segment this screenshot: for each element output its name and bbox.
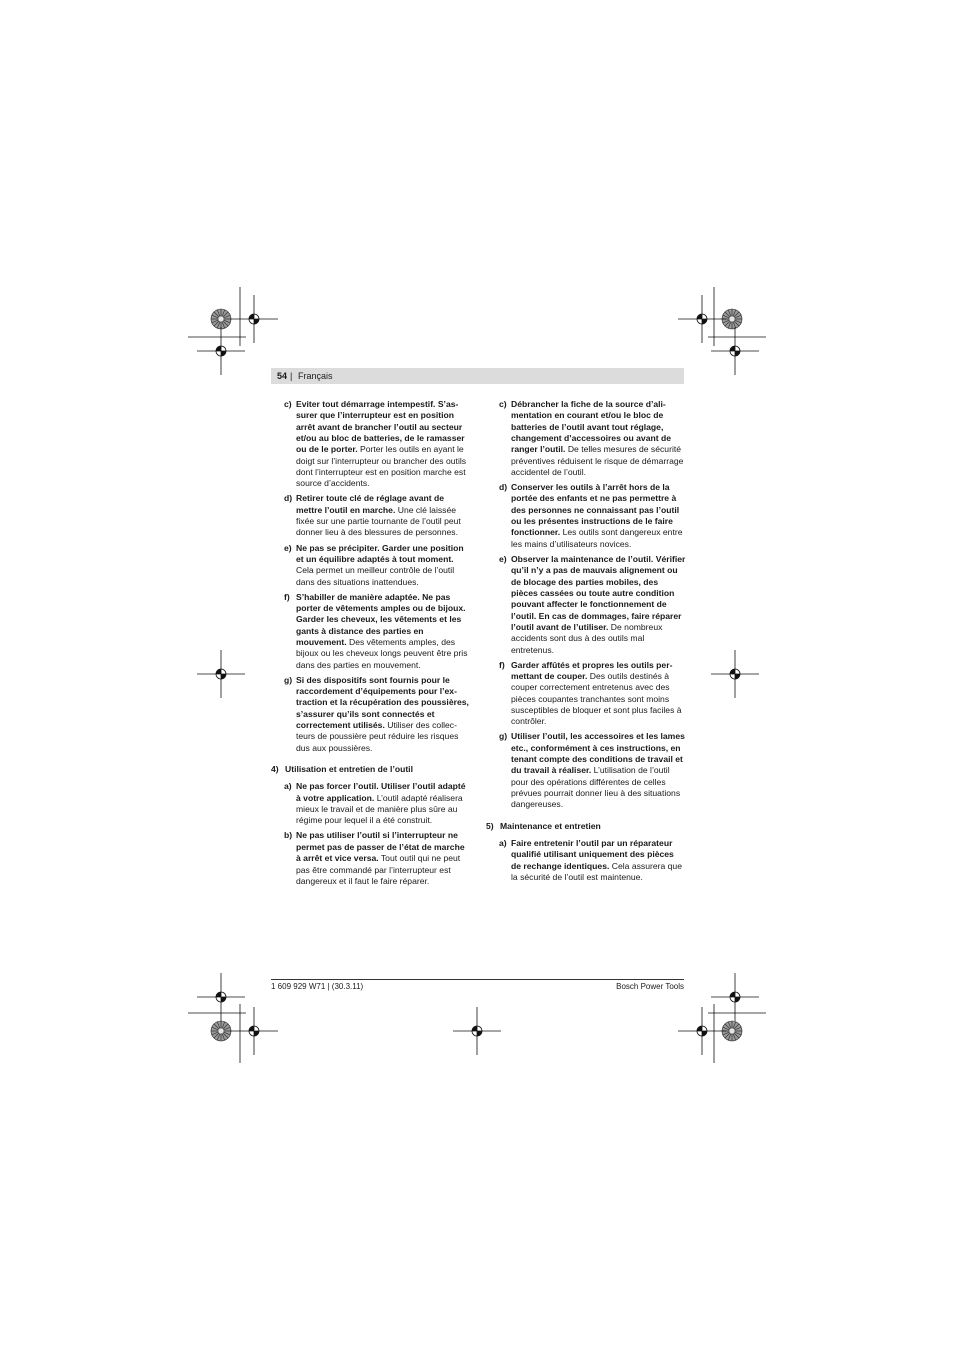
target-mark <box>453 1007 501 1055</box>
item-instruction: Ne pas forcer l’outil. Utiliser l’outil adapté à votre application. <box>296 781 466 803</box>
target-mark <box>711 973 759 1021</box>
target-mark <box>678 1007 726 1055</box>
section-number: 5) <box>486 820 494 831</box>
target-mark <box>230 295 278 343</box>
item-explanation: Cela permet un meilleur contrôle de l’outil dans des situations inattendues. <box>296 565 455 587</box>
safety-item <box>271 493 471 538</box>
safety-item <box>271 781 471 826</box>
item-letter: d) <box>499 482 508 493</box>
item-letter: b) <box>284 830 293 841</box>
item-letter: a) <box>499 838 507 849</box>
item-instruction: Utiliser l’outil, les accessoires et les lames etc., conformément à ces instructions, en tenant compte des conditions de travail et du travail à réaliser. <box>511 731 685 776</box>
item-instruction: Observer la maintenance de l’outil. Vérifier qu’il n’y a pas de mauvais alignement ou de blocage des parties mobiles, des pièces cassées ou toute autre condition pouvant affecter le fonctionnement de l’outil. En cas de dommages, faire réparer l’outil avant de l’utiliser. <box>511 553 686 632</box>
item-letter: g) <box>284 674 293 685</box>
item-instruction: Ne pas utiliser l’outil si l’interrupteur ne permet pas de passer de l’état de marche à arrêt et vice versa. <box>296 830 465 864</box>
item-letter: e) <box>499 553 507 564</box>
item-explanation: Les outils sont dangereux entre les mains d’utilisateurs novices. <box>511 527 683 549</box>
safety-item <box>486 838 686 883</box>
item-explanation: Des outils destinés à couper correctement entretenus avec des pièces coupantes tranchantes sont moins susceptibles de bloquer et sont plus faciles à contrôler. <box>511 670 682 727</box>
footer-rule <box>271 979 684 980</box>
safety-item <box>486 731 686 810</box>
section-number: 4) <box>271 764 279 775</box>
item-letter: e) <box>284 542 292 553</box>
item-letter: f) <box>499 659 505 670</box>
item-explanation: Tout outil qui ne peut pas être commandé par l’interrupteur est dangereux et il faut le faire réparer. <box>296 853 461 886</box>
target-mark <box>678 295 726 343</box>
item-explanation: Des vêtements amples, des bijoux ou les cheveux longs peuvent être pris dans des parties en mouvement. <box>296 636 468 670</box>
target-mark <box>230 1007 278 1055</box>
section-heading <box>271 764 471 775</box>
safety-item <box>271 592 471 671</box>
safety-item <box>271 675 471 754</box>
item-letter: d) <box>284 493 293 504</box>
safety-item <box>486 554 686 656</box>
item-instruction: Garder affûtés et propres les outils permettant de couper. <box>511 659 673 681</box>
page-header <box>271 368 684 384</box>
item-instruction: Eviter tout démarrage intempestif. S’assurer que l’interrupteur est en position arrêt avant de brancher l’outil au secteur et/ou au bloc de batteries, de le ramasser ou de le porter. <box>296 399 465 455</box>
safety-item <box>271 830 471 887</box>
item-explanation: De telles mesures de sécurité préventives réduisent le risque de démarrage accidentel de l’outil. <box>511 444 684 478</box>
section-title: Maintenance et entretien <box>500 820 601 831</box>
item-letter: c) <box>499 399 507 409</box>
item-explanation: L’utilisation de l’outil pour des opérations différentes de celles prévues pourrait donner lieu à des situations dangereuses. <box>511 765 681 810</box>
footer-brand: Bosch Power Tools <box>616 982 684 991</box>
section-heading <box>486 821 686 832</box>
item-instruction: Retirer toute clé de réglage avant de mettre l’outil en marche. <box>296 493 445 515</box>
item-instruction: Si des dispositifs sont fournis pour le raccordement d’équipements pour l’extraction et la récupération des poussières, s’assurer qu’ils sont connectés et correctement utilisés. <box>296 674 469 731</box>
right-column <box>486 399 686 887</box>
rosette-top-left <box>211 309 231 329</box>
item-letter: g) <box>499 731 508 742</box>
target-mark <box>711 327 759 375</box>
safety-item <box>271 399 471 490</box>
item-instruction: Faire entretenir l’outil par un réparateur qualifié utilisant uniquement des pièces de rechange identiques. <box>511 838 674 871</box>
item-instruction: S’habiller de manière adaptée. Ne pas porter de vêtements amples ou de bijoux. Garder les cheveux, les vêtements et les gants à distance des parties en mouvement. <box>296 591 466 647</box>
header-language: Français <box>298 371 333 381</box>
section-title: Utilisation et entretien de l’outil <box>285 764 413 775</box>
item-letter: a) <box>284 781 292 792</box>
target-mark <box>197 973 245 1021</box>
item-explanation: Une clé laissée fixée sur une partie tournante de l’outil peut donner lieu à des blessures de personnes. <box>296 504 461 538</box>
safety-item <box>486 660 686 728</box>
item-explanation: Porter les outils en ayant le doigt sur l’interrupteur ou brancher des outils dont l’interrupteur est en position marche est source d’accidents. <box>296 444 467 489</box>
page-number: 54 <box>277 371 288 381</box>
safety-item <box>271 543 471 588</box>
rosette-bottom-left <box>211 1021 231 1041</box>
safety-item <box>486 482 686 550</box>
item-explanation: Utiliser des collecteurs de poussière peut réduire les risques dus aux poussières. <box>296 720 459 753</box>
item-explanation: L’outil adapté réalisera mieux le travail et de manière plus sûre au régime pour lequel il a été construit. <box>296 792 463 826</box>
item-instruction: Débrancher la fiche de la source d’alimentation en courant et/ou le bloc de batteries de l’outil avant tout réglage, changement d’accessoires ou avant de ranger l’outil. <box>511 399 671 455</box>
item-instruction: Conserver les outils à l’arrêt hors de la portée des enfants et ne pas permettre à des personnes ne connaissant pas l’outil ou les présentes instructions de le faire fonctionner. <box>511 482 680 538</box>
item-explanation: De nombreux accidents sont dus à des outils mal entretenus. <box>511 621 663 655</box>
target-mark <box>197 650 245 698</box>
item-letter: c) <box>284 399 292 409</box>
item-instruction: Ne pas se précipiter. Garder une position et un équilibre adaptés à tout moment. <box>296 542 464 564</box>
left-column <box>271 399 471 891</box>
item-explanation: Cela assurera que la sécurité de l’outil est maintenue. <box>511 860 682 883</box>
target-mark <box>711 650 759 698</box>
safety-item <box>486 399 686 478</box>
target-mark <box>197 327 245 375</box>
header-separator: | <box>290 371 293 381</box>
footer-doc-number: 1 609 929 W71 | (30.3.11) <box>271 982 364 991</box>
item-letter: f) <box>284 591 290 602</box>
